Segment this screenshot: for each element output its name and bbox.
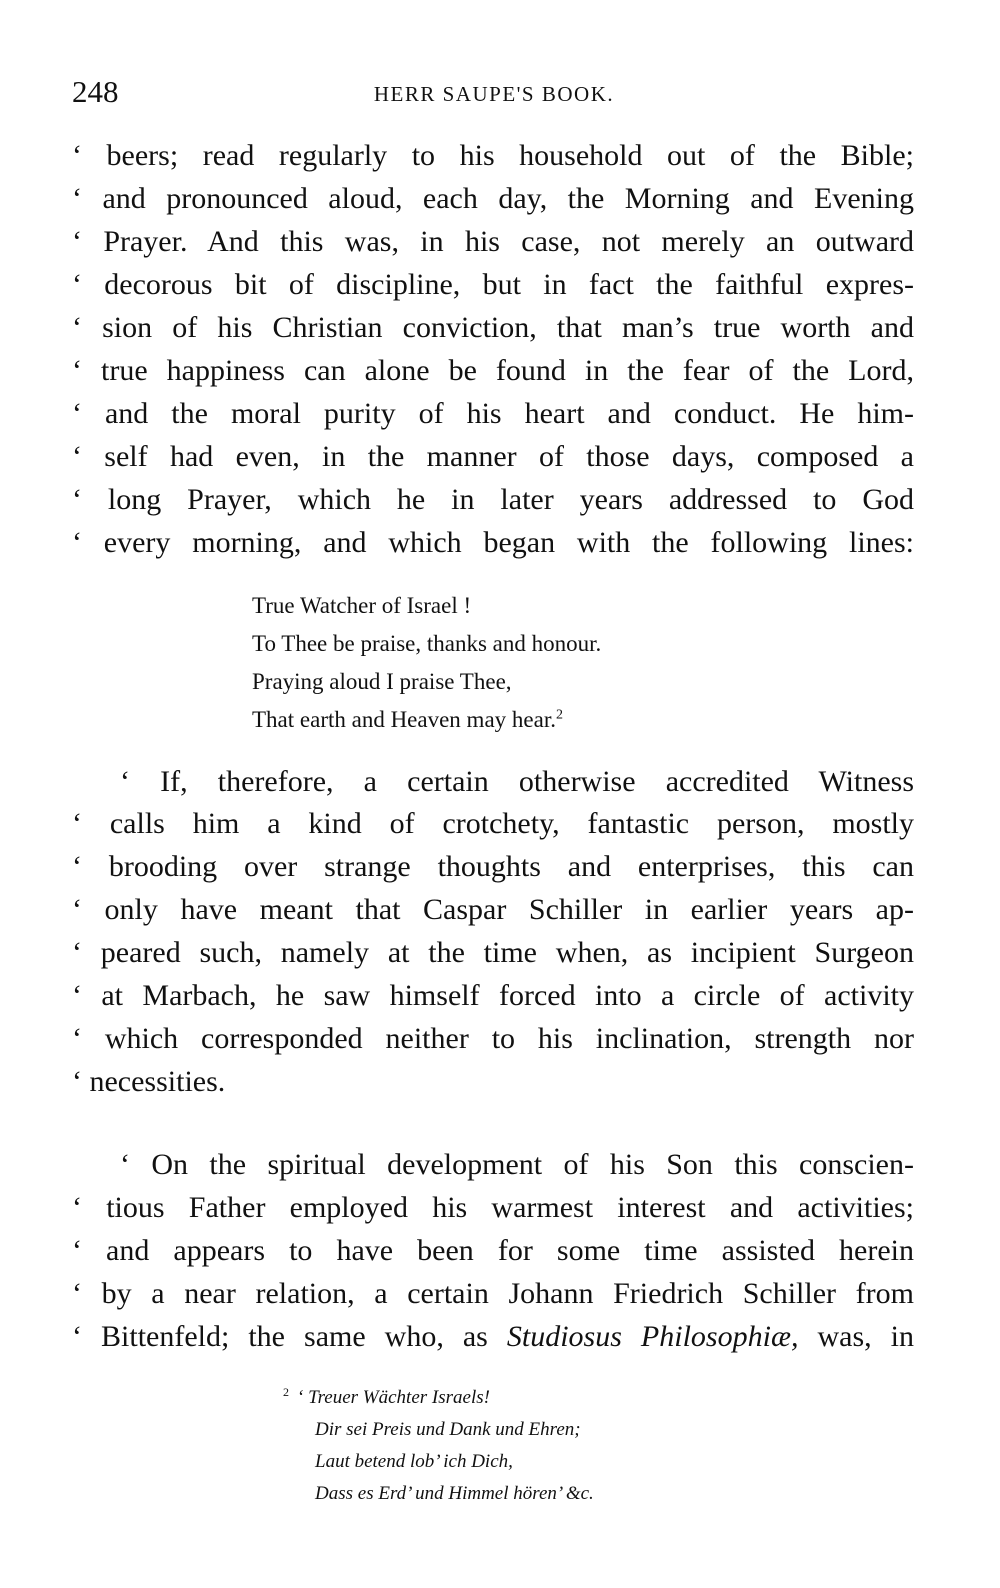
- italic-latin-phrase: Studiosus Philosophiæ,: [506, 1320, 799, 1353]
- text-line: ‘ decorous bit of discipline, but in fact the faithful expres-: [72, 268, 914, 301]
- text-line: ‘ brooding over strange thoughts and enterprises, this can: [72, 850, 914, 883]
- footnote-marker: 2: [283, 1384, 289, 1399]
- text-line: ‘ sion of his Christian conviction, that man’s true worth and: [72, 311, 914, 344]
- footnote-reference: 2: [555, 707, 563, 723]
- text-line: ‘ and pronounced aloud, each day, the Morning and Evening: [72, 182, 914, 215]
- verse-line: Praying aloud I praise Thee,: [252, 669, 512, 694]
- text-line: ‘ true happiness can alone be found in the fear of the Lord,: [72, 354, 914, 387]
- verse-line: True Watcher of Israel !: [252, 593, 472, 618]
- page-number: 248: [72, 74, 119, 109]
- footnote-line-text: ‘ Treuer Wächter Israels!: [297, 1387, 490, 1408]
- text-line: ‘ and appears to have been for some time assisted herein: [72, 1234, 914, 1267]
- text-line: ‘ tious Father employed his warmest interest and activities;: [72, 1191, 914, 1224]
- page-header: [72, 74, 916, 114]
- text-line: ‘ long Prayer, which he in later years addressed to God: [72, 483, 914, 516]
- text-line: [72, 1317, 914, 1357]
- text-line: ‘ necessities.: [72, 1065, 226, 1098]
- running-title: HERR SAUPE'S BOOK.: [373, 82, 615, 106]
- text-line: ‘ and the moral purity of his heart and conduct. He him-: [72, 397, 914, 430]
- verse-line-text: That earth and Heaven may hear.: [252, 707, 556, 732]
- verse-line: To Thee be praise, thanks and honour.: [252, 631, 602, 656]
- footnote-line: [283, 1383, 490, 1413]
- footnote-line: Dir sei Preis und Dank und Ehren;: [315, 1419, 581, 1440]
- text-line: ‘ at Marbach, he saw himself forced into a circle of activity: [72, 979, 914, 1012]
- text-line: ‘ calls him a kind of crotchety, fantastic person, mostly: [72, 807, 914, 840]
- text-run: ‘ Bittenfeld; the same who, as: [72, 1320, 507, 1353]
- text-line: ‘ beers; read regularly to his household out of the Bible;: [72, 139, 914, 172]
- footnote-line: Laut betend lob’ ich Dich,: [315, 1451, 513, 1472]
- text-line: ‘ peared such, namely at the time when, as incipient Surgeon: [72, 936, 914, 969]
- text-run: was, in: [798, 1320, 914, 1353]
- verse-line: [252, 702, 563, 738]
- text-line: ‘ only have meant that Caspar Schiller in earlier years ap-: [72, 893, 914, 926]
- text-line: ‘ by a near relation, a certain Johann Friedrich Schiller from: [72, 1277, 914, 1310]
- footnote-line: Dass es Erd’ und Himmel hören’ &c.: [315, 1483, 594, 1504]
- text-line: ‘ which corresponded neither to his inclination, strength nor: [72, 1022, 914, 1055]
- text-line: ‘ every morning, and which began with the following lines:: [72, 526, 914, 559]
- text-line: ‘ If, therefore, a certain otherwise accredited Witness: [120, 765, 914, 798]
- text-line: ‘ self had even, in the manner of those days, composed a: [72, 440, 914, 473]
- text-line: ‘ On the spiritual development of his Son this conscien-: [120, 1148, 914, 1181]
- text-line: ‘ Prayer. And this was, in his case, not merely an outward: [72, 225, 914, 258]
